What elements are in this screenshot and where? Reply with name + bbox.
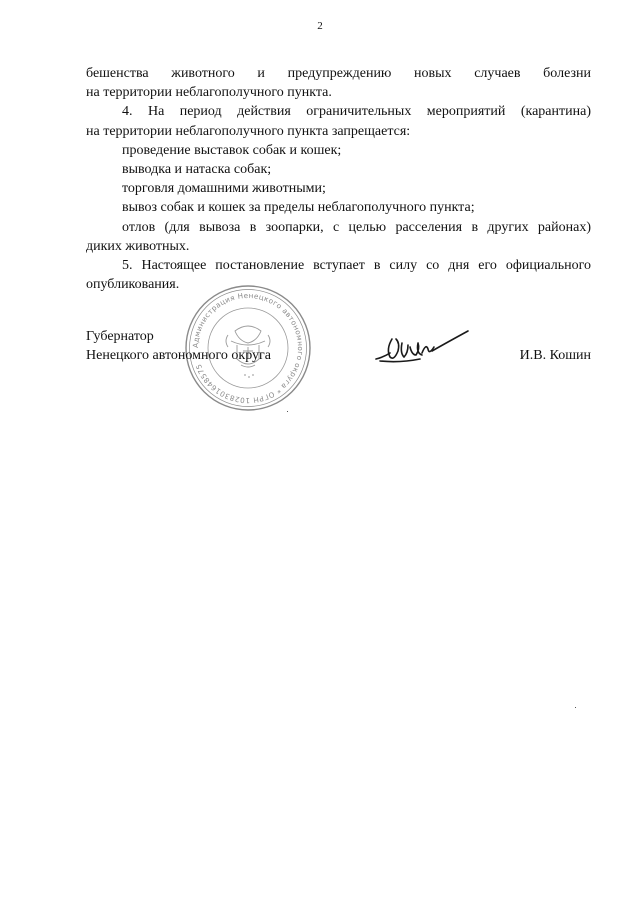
list-item: выводка и натаска собак;: [122, 162, 272, 178]
signature-block: [86, 327, 271, 365]
paragraph-line: опубликования.: [86, 277, 180, 293]
scan-speck: [575, 707, 576, 708]
paragraph-line: диких животных.: [86, 238, 190, 254]
handwritten-signature-icon: [372, 329, 472, 367]
signer-title: Губернатор: [86, 329, 154, 344]
list-item: отлов (для вывоза в зоопарки, с целью расселения в других районах): [122, 219, 591, 235]
paragraph-line: 5. Настоящее постановление вступает в силу со дня его официального: [122, 258, 591, 274]
signer-name: И.В. Кошин: [519, 348, 591, 363]
document-body: [86, 64, 591, 294]
list-item: проведение выставок собак и кошек;: [122, 142, 342, 158]
scan-speck: [287, 411, 288, 412]
list-item: торговля домашними животными;: [122, 181, 326, 197]
signer-organization: Ненецкого автономного округа: [86, 348, 271, 364]
paragraph-line: на территории неблагополучного пункта запрещается:: [86, 123, 411, 139]
paragraph-line: на территории неблагополучного пункта.: [86, 85, 332, 101]
list-item: вывоз собак и кошек за пределы неблагополучного пункта;: [122, 200, 475, 216]
paragraph-line: бешенства животного и предупреждению новых случаев болезни: [86, 66, 591, 81]
paragraph-line: 4. На период действия ограничительных мероприятий (карантина): [122, 104, 591, 120]
seal-ring-text: Администрация Ненецкого автономного округа * ОГРН 1028301648575: [190, 290, 306, 406]
page-number: 2: [317, 20, 323, 32]
